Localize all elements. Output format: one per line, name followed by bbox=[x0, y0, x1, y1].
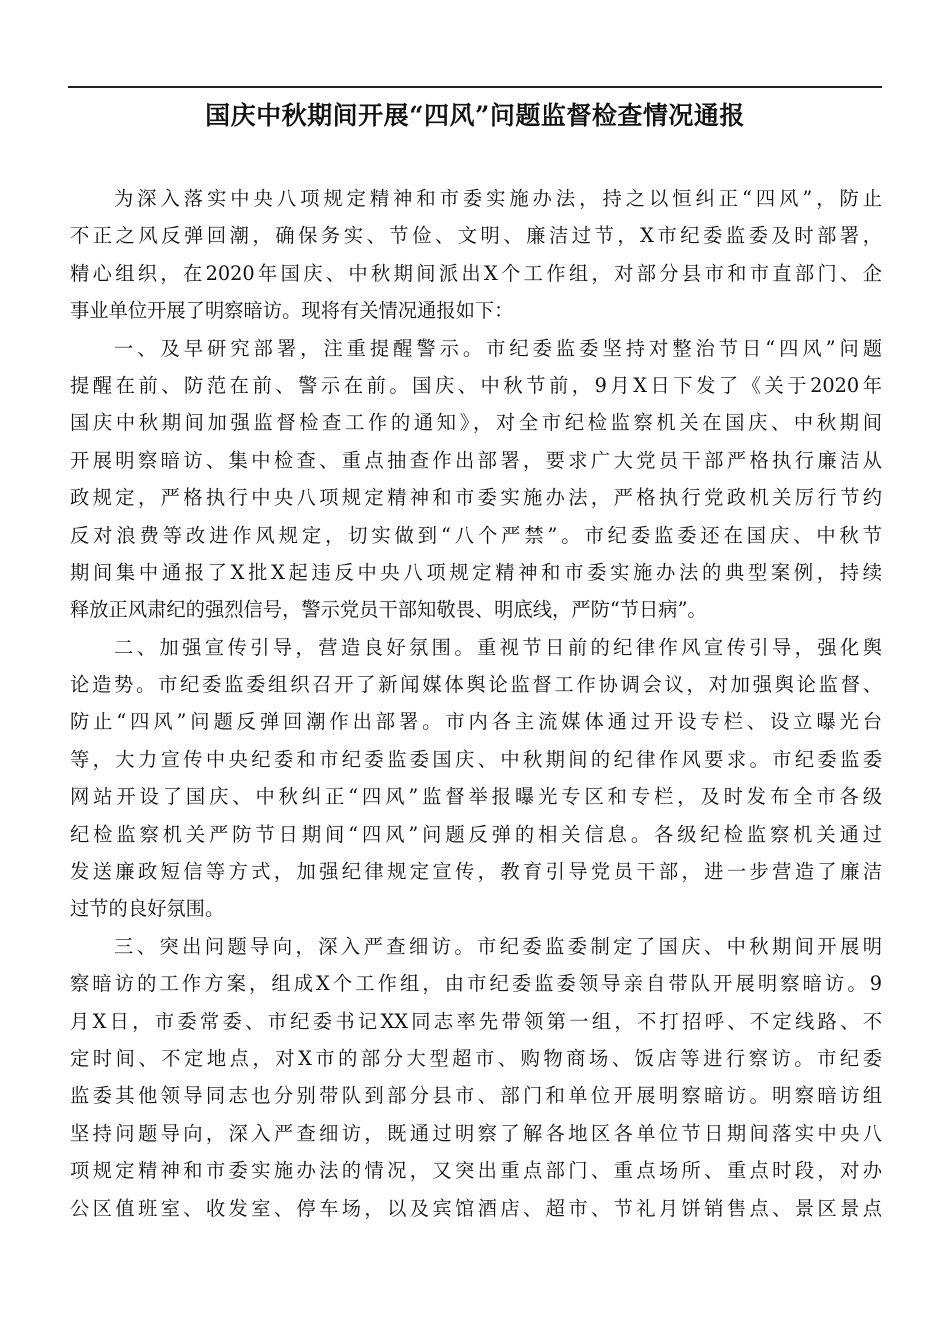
text-line: 开展明察暗访、集中检查、重点抽查作出部署，要求广大党员干部严格执行廉洁从 bbox=[70, 448, 882, 472]
paragraph-section-3 bbox=[70, 928, 882, 1227]
text-line: 过节的良好氛围。 bbox=[70, 897, 225, 921]
text-line: 一、及早研究部署，注重提醒警示。市纪委监委坚持对整治节日“四风”问题 bbox=[114, 336, 882, 360]
text-line: 三、突出问题导向，深入严查细访。市纪委监委制定了国庆、中秋期间开展明 bbox=[114, 934, 882, 958]
text-line: 定时间、不定地点，对X市的部分大型超市、购物商场、饭店等进行察访。市纪委 bbox=[70, 1046, 882, 1070]
document-title: 国庆中秋期间开展“四风”问题监督检查情况通报 bbox=[205, 101, 745, 130]
text-line: 政规定，严格执行中央八项规定精神和市委实施办法，严格执行党政机关厉行节约 bbox=[70, 486, 882, 510]
text-line: 为深入落实中央八项规定精神和市委实施办法，持之以恒纠正“四风”，防止 bbox=[114, 187, 882, 210]
paragraph-section-1 bbox=[70, 330, 882, 629]
text-line: 网站开设了国庆、中秋纠正“四风”监督举报曝光专区和专栏，及时发布全市各级 bbox=[70, 785, 882, 809]
text-line: 提醒在前、防范在前、警示在前。国庆、中秋节前，9月X日下发了《关于2020年 bbox=[70, 373, 882, 397]
text-line: 公区值班室、收发室、停车场，以及宾馆酒店、超市、节礼月饼销售点、景区景点 bbox=[70, 1196, 882, 1220]
text-line: 察暗访的工作方案，组成X个工作组，由市纪委监委领导亲自带队开展明察暗访。9 bbox=[70, 972, 882, 996]
text-line: 论造势。市纪委监委组织召开了新闻媒体舆论监督工作协调会议，对加强舆论监督、 bbox=[70, 673, 882, 697]
text-line: 国庆中秋期间加强监督检查工作的通知》，对全市纪检监察机关在国庆、中秋期间 bbox=[70, 411, 882, 435]
text-line: 项规定精神和市委实施办法的情况，又突出重点部门、重点场所、重点时段，对办 bbox=[70, 1159, 882, 1183]
text-line: 监委其他领导同志也分别带队到部分县市、部门和单位开展明察暗访。明察暗访组 bbox=[70, 1084, 882, 1108]
text-line: 坚持问题导向，深入严查细访，既通过明察了解各地区各单位节日期间落实中央八 bbox=[70, 1121, 882, 1145]
text-line: 事业单位开展了明察暗访。现将有关情况通报如下： bbox=[70, 299, 514, 323]
text-line: 发送廉政短信等方式，加强纪律规定宣传，教育引导党员干部，进一步营造了廉洁 bbox=[70, 860, 882, 884]
document-body bbox=[70, 180, 882, 1227]
text-line: 纪检监察机关严防节日期间“四风”问题反弹的相关信息。各级纪检监察机关通过 bbox=[70, 822, 882, 846]
text-line: 反对浪费等改进作风规定，切实做到“八个严禁”。市纪委监委还在国庆、中秋节 bbox=[70, 523, 882, 547]
text-line: 等，大力宣传中央纪委和市纪委监委国庆、中秋期间的纪律作风要求。市纪委监委 bbox=[70, 747, 882, 771]
header-rule bbox=[68, 86, 882, 88]
paragraph-intro bbox=[70, 180, 882, 330]
paragraph-section-2 bbox=[70, 629, 882, 928]
text-line: 月X日，市委常委、市纪委书记XX同志率先带领第一组，不打招呼、不定线路、不 bbox=[70, 1009, 882, 1033]
text-line: 不正之风反弹回潮，确保务实、节俭、文明、廉洁过节，X市纪委监委及时部署， bbox=[70, 224, 882, 248]
text-line: 防止“四风”问题反弹回潮作出部署。市内各主流媒体通过开设专栏、设立曝光台 bbox=[70, 710, 882, 734]
text-line: 期间集中通报了X批X起违反中央八项规定精神和市委实施办法的典型案例，持续 bbox=[70, 560, 882, 584]
text-line: 释放正风肃纪的强烈信号，警示党员干部知敬畏、明底线，严防“节日病”。 bbox=[70, 598, 707, 622]
text-line: 精心组织，在2020年国庆、中秋期间派出X个工作组，对部分县市和市直部门、企 bbox=[70, 261, 882, 285]
text-line: 二、加强宣传引导，营造良好氛围。重视节日前的纪律作风宣传引导，强化舆 bbox=[114, 635, 882, 659]
